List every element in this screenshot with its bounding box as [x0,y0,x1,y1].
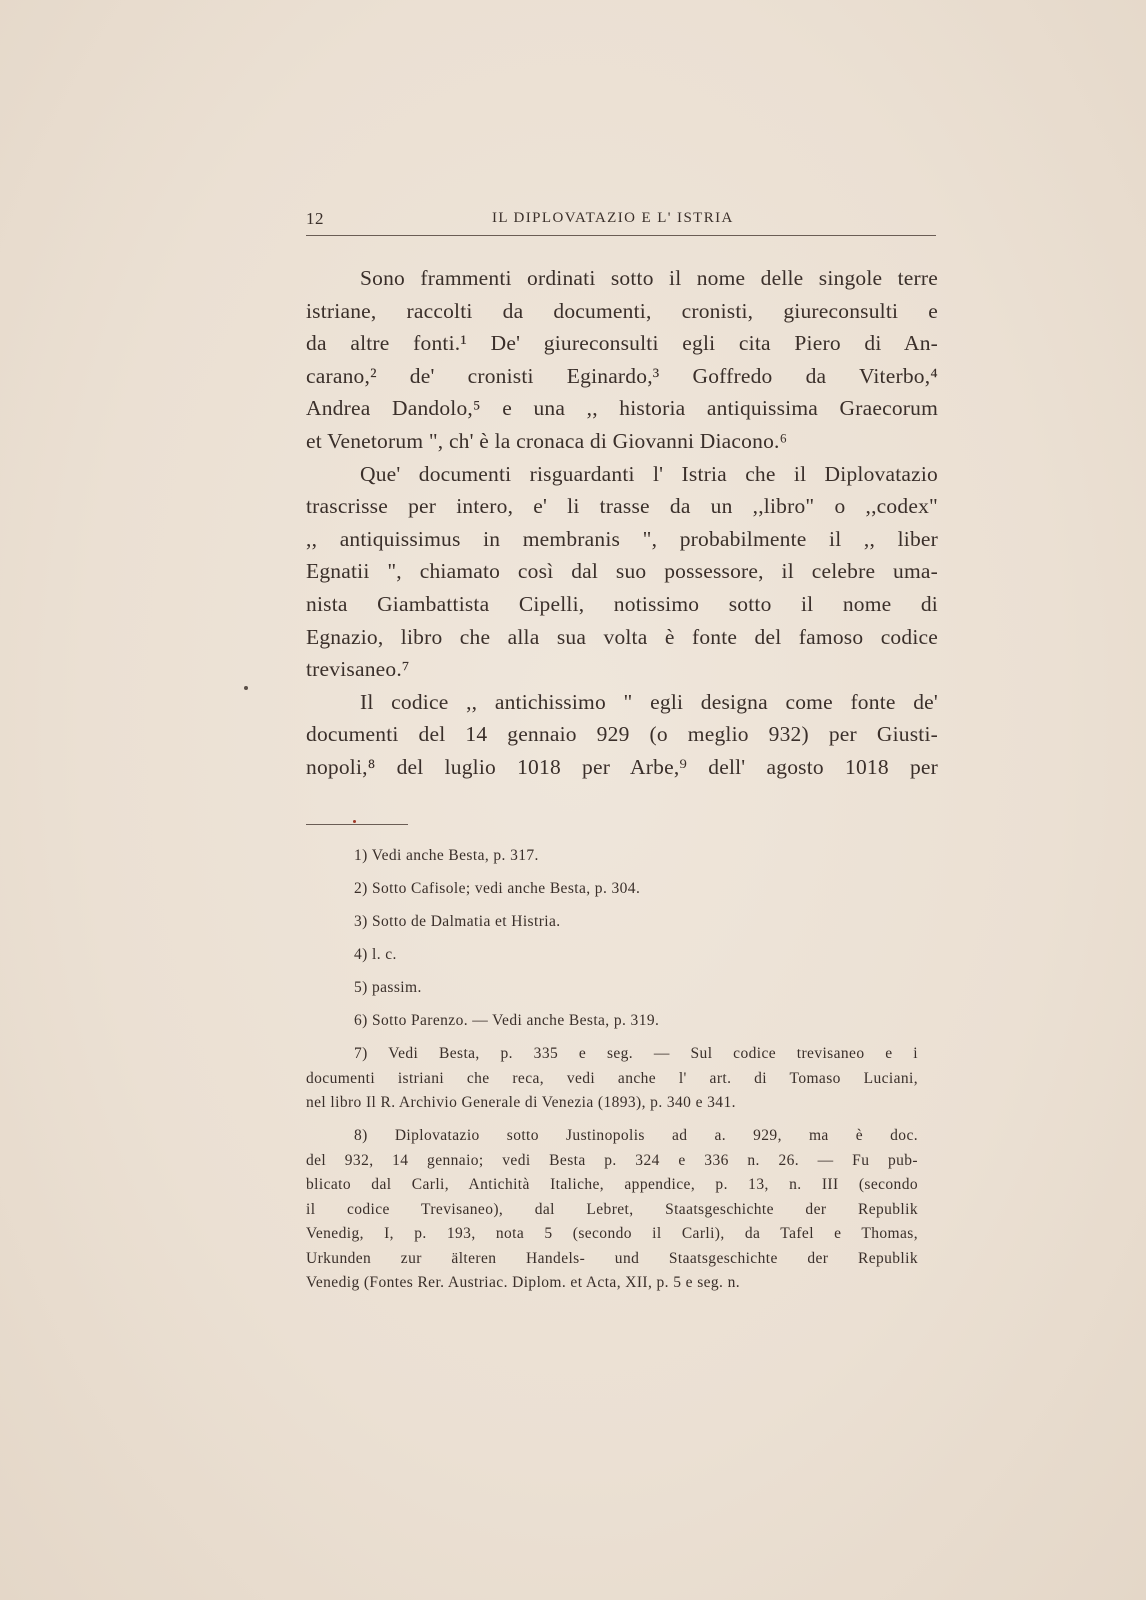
footnote-first-line [306,976,918,1001]
footnote-separator [306,824,408,825]
footnote-text: Sotto de Dalmatia et Histria. [372,913,561,930]
text-line: Andrea Dandolo,⁵ e una ,, historia antiquissima Graecorum [306,396,938,421]
text-line: carano,² de' cronisti Eginardo,³ Goffredo da Viterbo,⁴ [306,363,938,388]
footnote-number: 7) [354,1045,368,1062]
text-line: Egnazio, libro che alla sua volta è fonte del famoso codice [306,624,938,649]
footnote-line [306,1091,918,1116]
footnote-number: 1) [354,847,368,864]
main-text [306,262,938,784]
footnote-text: documenti istriani che reca, vedi anche l' art. di Tomaso Luciani, [306,1069,918,1087]
footnote-line [306,1198,918,1223]
footnote-text: del 932, 14 gennaio; vedi Besta p. 324 e 336 n. 26. — Fu pub- [306,1151,918,1169]
footnote-text: l. c. [372,946,397,963]
running-title: IL DIPLOVATAZIO E L' ISTRIA [492,210,734,226]
footnote-text: Sotto Parenzo. — Vedi anche Besta, p. 319. [372,1012,660,1029]
footnote-line [306,1067,918,1092]
footnote [306,976,918,1001]
text-line: documenti del 14 gennaio 929 (o meglio 932) per Giusti- [306,722,938,747]
footnote-text: Venedig, I, p. 193, nota 5 (secondo il Carli), da Tafel e Thomas, [306,1225,918,1242]
footnote [306,1124,918,1296]
footnote [306,1042,918,1116]
footnote [306,943,918,968]
page-number: 12 [306,209,324,228]
footnote [306,877,918,902]
footnote-text: Diplovatazio sotto Justinopolis ad a. 929, ma è doc. [394,1127,918,1144]
footnote-number: 4) [354,946,368,963]
text-line: istriane, raccolti da documenti, cronisti, giureconsulti e [306,298,938,323]
text-line: Sono frammenti ordinati sotto il nome delle singole terre [360,266,938,290]
footnote-text: blicato dal Carli, Antichità Italiche, appendice, p. 13, n. III (secondo [306,1176,918,1193]
footnote-first-line [306,1042,918,1067]
footnote-text: Urkunden zur älteren Handels- und Staatsgeschichte der Republik [306,1249,918,1267]
text-line: da altre fonti.¹ De' giureconsulti egli cita Piero di An- [306,331,938,356]
text-line: Il codice ,, antichissimo " egli designa come fonte de' [360,689,938,714]
footnote-first-line [306,1124,918,1149]
footnote-first-line [306,844,918,869]
footnote-line [306,1173,918,1198]
ink-speck [244,686,248,690]
text-line: Que' documenti risguardanti l' Istria che il Diplovatazio [360,461,938,486]
footnote-first-line [306,943,918,968]
footnote-text: Vedi anche Besta, p. 317. [371,847,539,864]
footnote [306,910,918,935]
text-line: trevisaneo.⁷ [306,657,410,682]
footnote-number: 6) [354,1012,368,1029]
footnote-first-line [306,877,918,902]
footnote-text: Venedig (Fontes Rer. Austriac. Diplom. et Acta, XII, p. 5 e seg. n. [306,1274,741,1291]
ink-speck [353,820,356,823]
footnote-line [306,1149,918,1174]
text-line: Egnatii ", chiamato così dal suo possessore, il celebre uma- [306,559,938,584]
footnote-text: passim. [372,979,422,996]
footnote-line [306,1271,918,1296]
footnote [306,1009,918,1034]
text-line: nopoli,⁸ del luglio 1018 per Arbe,⁹ dell' agosto 1018 per [306,754,938,779]
footnote-number: 8) [354,1127,368,1144]
footnote-text: il codice Trevisaneo), dal Lebret, Staatsgeschichte der Republik [306,1200,918,1218]
footnote-number: 3) [354,913,368,930]
text-line: trascrisse per intero, e' li trasse da un ,,libro" o ,,codex" [306,494,938,519]
running-header [306,209,936,236]
footnote-line [306,1247,918,1272]
footnote-number: 2) [354,880,368,897]
footnote-line [306,1222,918,1247]
footnote-text: Vedi Besta, p. 335 e seg. — Sul codice trevisaneo e i [388,1045,919,1062]
text-line: ,, antiquissimus in membranis ", probabilmente il ,, liber [306,526,938,551]
footnote-first-line [306,910,918,935]
footnote-number: 5) [354,979,368,996]
footnote-text: nel libro Il R. Archivio Generale di Venezia (1893), p. 340 e 341. [306,1094,736,1111]
footnote [306,844,918,869]
footnote-first-line [306,1009,918,1034]
footnote-text: Sotto Cafisole; vedi anche Besta, p. 304. [372,880,641,897]
text-line: nista Giambattista Cipelli, notissimo sotto il nome di [306,591,938,616]
text-line: et Venetorum ", ch' è la cronaca di Giovanni Diacono.⁶ [306,428,788,453]
footnotes [306,844,918,1304]
